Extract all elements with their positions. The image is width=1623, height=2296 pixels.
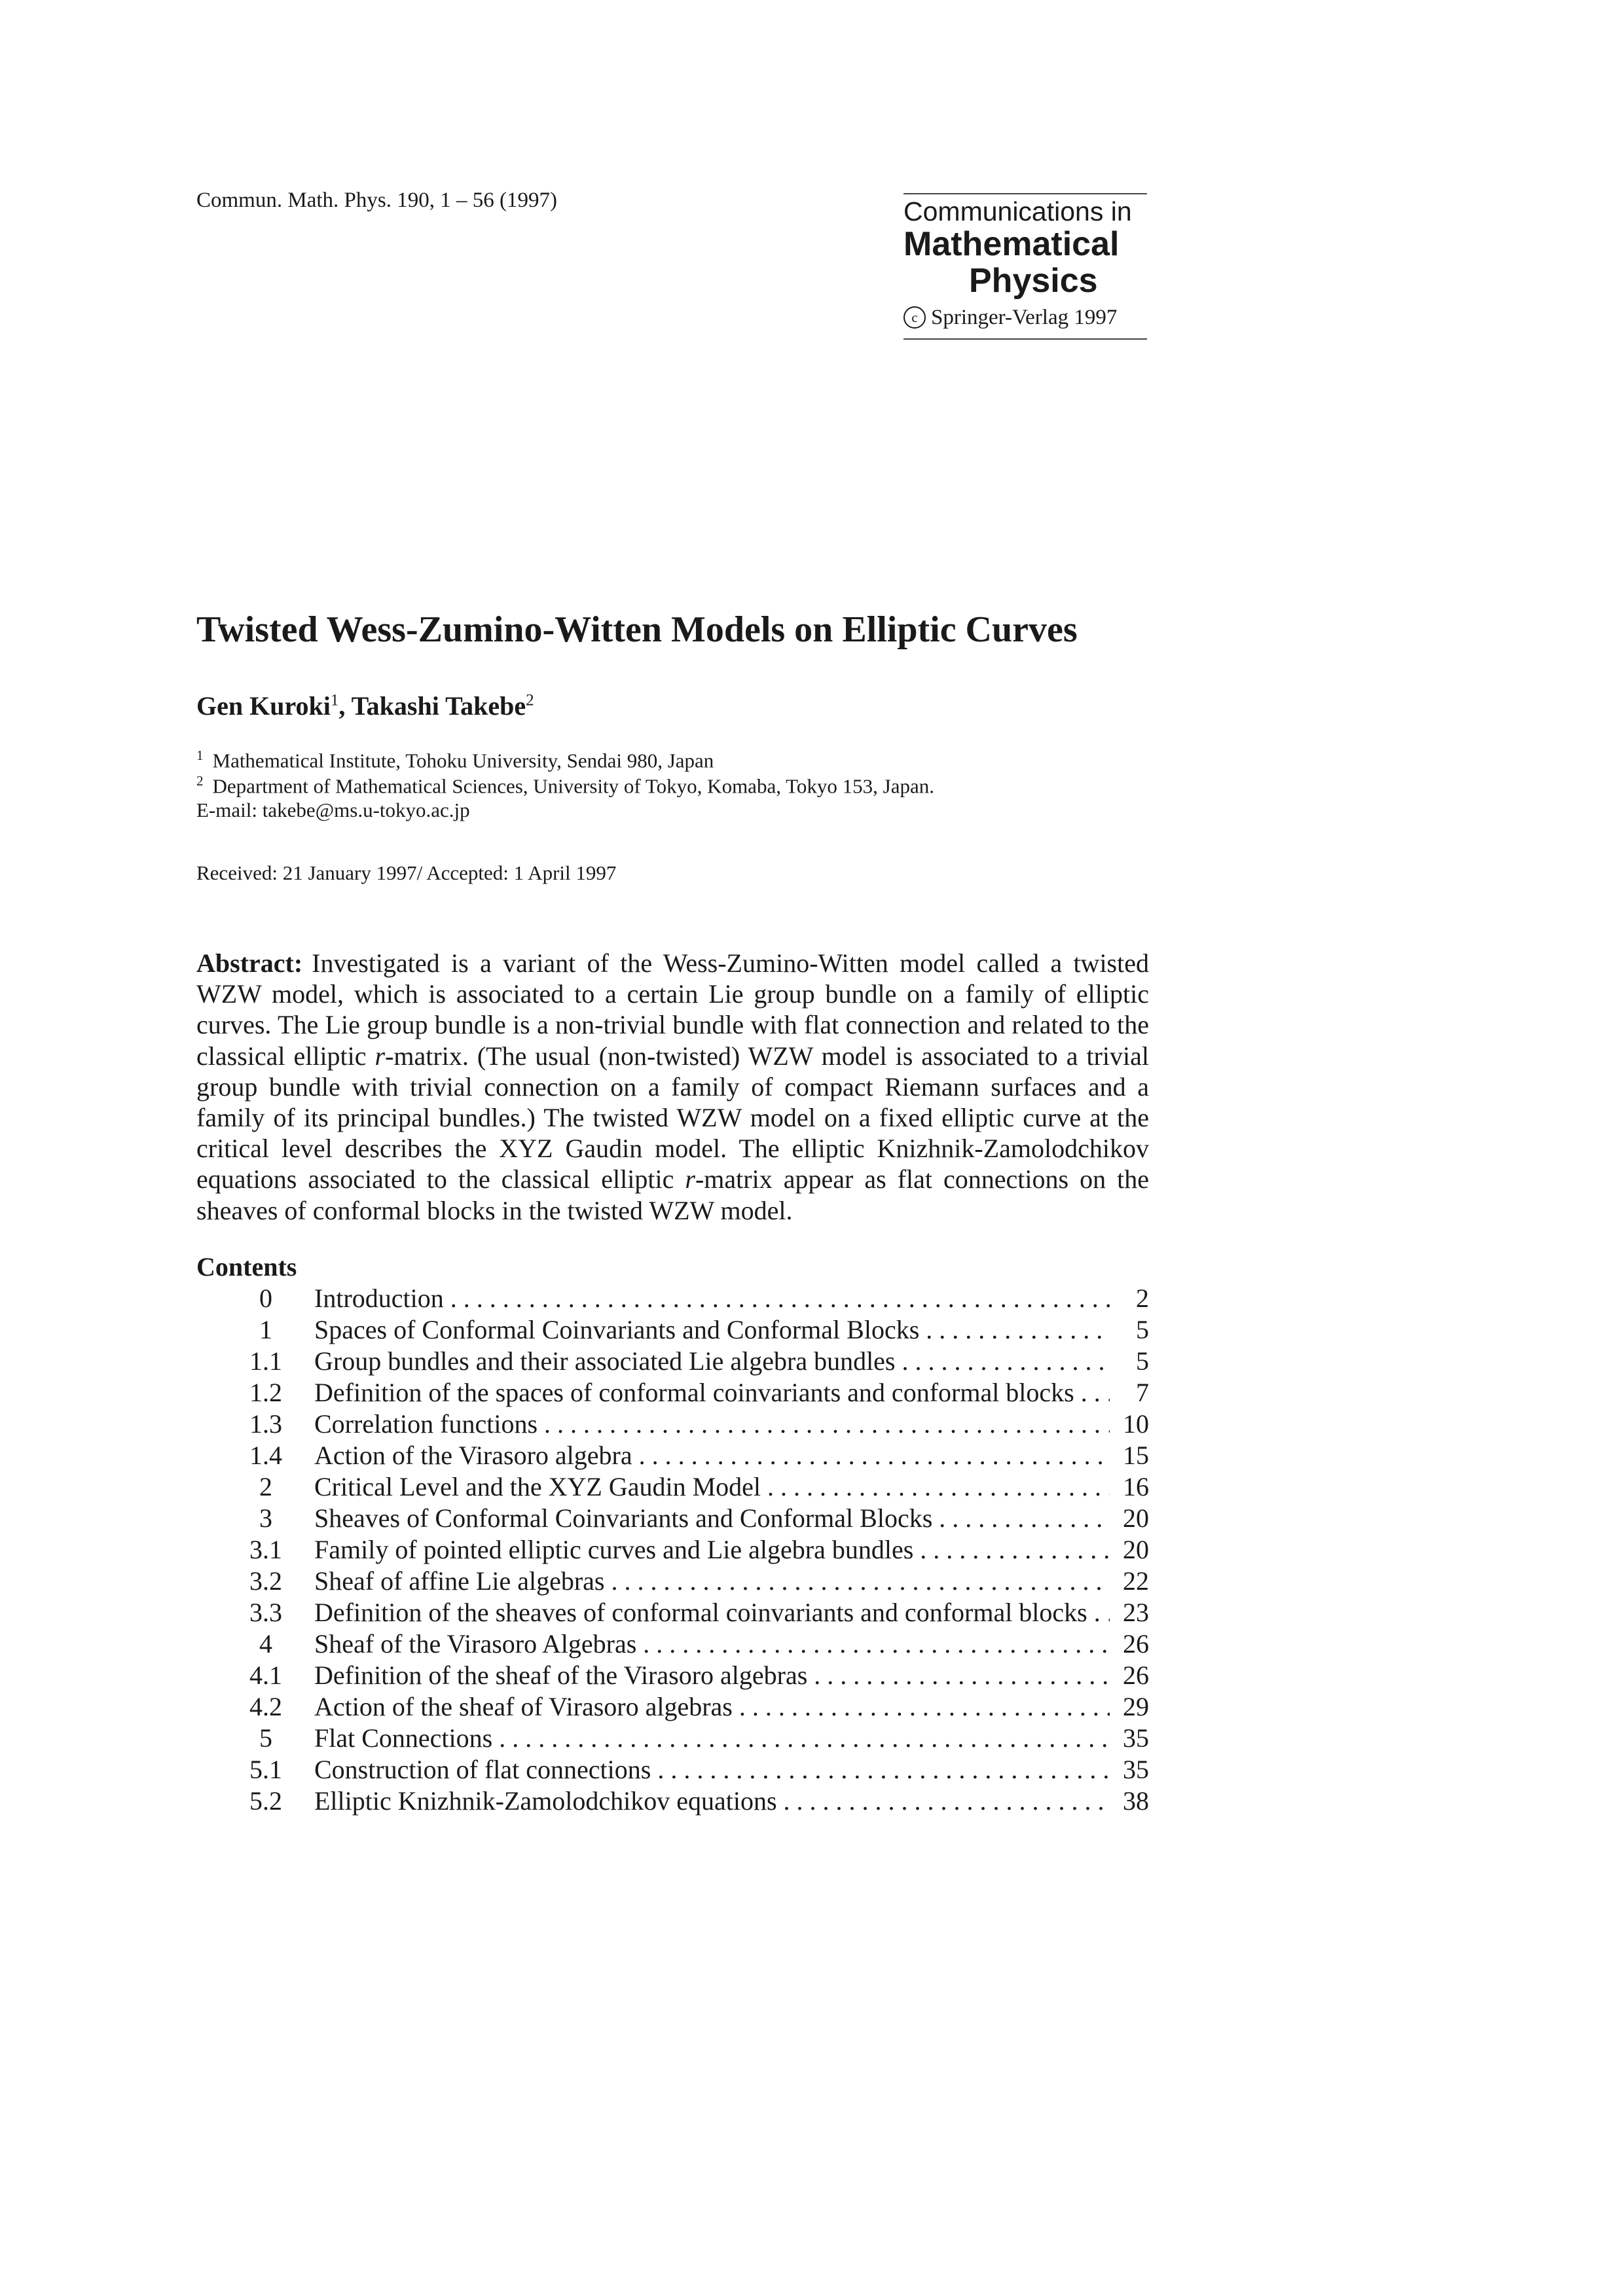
toc-section-number: 3.1 xyxy=(249,1535,282,1564)
toc-section-title: Elliptic Knizhnik-Zamolodchikov equations xyxy=(314,1786,777,1816)
toc-page-number: 29 xyxy=(1123,1692,1149,1721)
paper-title: Twisted Wess-Zumino-Witten Models on Elliptic Curves xyxy=(196,609,1078,650)
toc-section-title: Action of the Virasoro algebra xyxy=(314,1441,632,1470)
toc-dot-leader xyxy=(499,1723,1110,1754)
toc-dot-leader xyxy=(926,1314,1110,1346)
abstract xyxy=(196,948,1149,1226)
toc-entry-body xyxy=(314,1754,1149,1785)
toc-entry[interactable] xyxy=(196,1566,1149,1597)
toc-section-title: Critical Level and the XYZ Gaudin Model xyxy=(314,1472,761,1501)
email-line: E-mail: takebe@ms.u-tokyo.ac.jp xyxy=(196,798,470,821)
toc-page-number: 23 xyxy=(1123,1598,1149,1627)
toc-page-number: 16 xyxy=(1123,1472,1149,1501)
toc-section-title: Construction of flat connections xyxy=(314,1755,651,1784)
toc-dot-leader xyxy=(739,1691,1110,1723)
toc-dot-leader xyxy=(639,1440,1110,1471)
toc-entry-body xyxy=(314,1628,1149,1660)
toc-entry-body xyxy=(314,1723,1149,1754)
toc-entry-body xyxy=(314,1283,1149,1314)
toc-dot-leader xyxy=(643,1628,1110,1660)
toc-entry-body xyxy=(314,1377,1149,1408)
toc-entry[interactable] xyxy=(196,1471,1149,1503)
toc-dot-leader xyxy=(784,1785,1110,1817)
table-of-contents xyxy=(196,1283,1149,1817)
toc-dot-leader xyxy=(939,1503,1110,1534)
toc-entry[interactable] xyxy=(196,1754,1149,1785)
received-accepted-dates: Received: 21 January 1997/ Accepted: 1 April 1997 xyxy=(196,861,617,884)
toc-entry[interactable] xyxy=(196,1660,1149,1691)
toc-entry[interactable] xyxy=(196,1628,1149,1660)
toc-entry-body xyxy=(314,1408,1149,1440)
toc-page-number: 26 xyxy=(1123,1660,1149,1690)
toc-page-number: 26 xyxy=(1123,1629,1149,1659)
author-affiliation-mark: 1 xyxy=(330,691,339,709)
abstract-text: -matrix appear as flat connections on the sheaves of conformal blocks in the twisted WZW model. xyxy=(196,1164,1149,1225)
toc-section-title: Definition of the sheaves of conformal coinvariants and conformal blocks xyxy=(314,1598,1087,1627)
toc-page-number: 22 xyxy=(1123,1566,1149,1596)
toc-entry[interactable] xyxy=(196,1691,1149,1723)
toc-dot-leader xyxy=(1081,1377,1110,1408)
toc-entry[interactable] xyxy=(196,1377,1149,1408)
toc-dot-leader xyxy=(1094,1597,1110,1628)
toc-entry-body xyxy=(314,1314,1149,1346)
toc-section-title: Group bundles and their associated Lie algebra bundles xyxy=(314,1346,896,1376)
toc-dot-leader xyxy=(767,1471,1110,1503)
toc-section-number: 0 xyxy=(259,1283,272,1313)
toc-section-number: 3.3 xyxy=(249,1598,282,1627)
toc-entry[interactable] xyxy=(196,1723,1149,1754)
author-separator: , xyxy=(338,691,352,721)
toc-section-number: 5 xyxy=(259,1723,272,1753)
toc-page-number: 10 xyxy=(1123,1409,1149,1439)
logo-line-2: Mathematical xyxy=(903,225,1120,263)
toc-entry[interactable] xyxy=(196,1597,1149,1628)
toc-page-number: 2 xyxy=(1136,1283,1149,1313)
toc-entry[interactable] xyxy=(196,1440,1149,1471)
toc-entry-body xyxy=(314,1534,1149,1566)
journal-citation: Commun. Math. Phys. 190, 1 – 56 (1997) xyxy=(196,188,557,212)
author-name: Takashi Takebe xyxy=(351,691,526,721)
toc-section-number: 1.4 xyxy=(249,1441,282,1470)
abstract-text: Investigated is a variant of the Wess-Zumino-Witten model called a twisted WZW model, which is associated to a certain Lie group bundle on a family of elliptic curves. The Lie group bundle is a non-trivial bundle with flat connection and related to the classical elliptic xyxy=(196,948,1149,1071)
contents-heading: Contents xyxy=(196,1252,297,1282)
toc-dot-leader xyxy=(450,1283,1110,1314)
logo-copyright-line xyxy=(903,300,1147,334)
toc-section-title: Correlation functions xyxy=(314,1409,538,1439)
toc-page-number: 35 xyxy=(1123,1723,1149,1753)
abstract-label: Abstract: xyxy=(196,948,303,978)
toc-section-number: 1.3 xyxy=(249,1409,282,1439)
toc-section-title: Sheaf of affine Lie algebras xyxy=(314,1566,605,1596)
toc-entry-body xyxy=(314,1566,1149,1597)
affiliation-mark: 2 xyxy=(196,773,204,789)
toc-page-number: 20 xyxy=(1123,1503,1149,1533)
toc-section-number: 3.2 xyxy=(249,1566,282,1596)
toc-section-title: Flat Connections xyxy=(314,1723,493,1753)
toc-dot-leader xyxy=(657,1754,1110,1785)
toc-entry[interactable] xyxy=(196,1283,1149,1314)
affiliation-text: Mathematical Institute, Tohoku University, Sendai 980, Japan xyxy=(212,749,714,772)
toc-page-number: 5 xyxy=(1136,1315,1149,1344)
toc-section-number: 2 xyxy=(259,1472,272,1501)
author-affiliation-mark: 2 xyxy=(526,691,534,709)
toc-page-number: 38 xyxy=(1123,1786,1149,1816)
abstract-text: -matrix. (The usual (non-twisted) WZW model is associated to a trivial group bundle with trivial connection on a family of compact Riemann surfaces and a family of its principal bundles.) The twisted WZW model on a fixed elliptic curve at the critical level describes the XYZ Gaudin model. The elliptic Knizhnik-Zamolodchikov equations associated to the classical elliptic xyxy=(196,1041,1150,1194)
toc-entry[interactable] xyxy=(196,1314,1149,1346)
toc-page-number: 20 xyxy=(1123,1535,1149,1564)
toc-section-title: Sheaves of Conformal Coinvariants and Conformal Blocks xyxy=(314,1503,933,1533)
toc-section-title: Spaces of Conformal Coinvariants and Conformal Blocks xyxy=(314,1315,920,1344)
toc-section-number: 4 xyxy=(259,1629,272,1659)
toc-section-title: Action of the sheaf of Virasoro algebras xyxy=(314,1692,733,1721)
toc-page-number: 7 xyxy=(1136,1378,1149,1407)
toc-section-title: Sheaf of the Virasoro Algebras xyxy=(314,1629,637,1659)
publisher-text: Springer-Verlag 1997 xyxy=(931,306,1118,329)
toc-entry[interactable] xyxy=(196,1346,1149,1377)
author-name: Gen Kuroki xyxy=(196,691,331,721)
toc-dot-leader xyxy=(920,1534,1110,1566)
toc-entry-body xyxy=(314,1597,1149,1628)
author-line xyxy=(196,691,534,721)
toc-entry-body xyxy=(314,1785,1149,1817)
toc-entry[interactable] xyxy=(196,1534,1149,1566)
toc-entry[interactable] xyxy=(196,1503,1149,1534)
toc-dot-leader xyxy=(544,1408,1110,1440)
toc-entry-body xyxy=(314,1440,1149,1471)
affiliation xyxy=(196,747,714,772)
toc-entry-body xyxy=(314,1471,1149,1503)
toc-section-title: Definition of the spaces of conformal coinvariants and conformal blocks xyxy=(314,1378,1074,1407)
toc-page-number: 5 xyxy=(1136,1346,1149,1376)
toc-section-number: 5.2 xyxy=(249,1786,282,1816)
toc-entry[interactable] xyxy=(196,1785,1149,1817)
toc-section-number: 1.1 xyxy=(249,1346,282,1376)
affiliation xyxy=(196,773,934,798)
toc-section-title: Family of pointed elliptic curves and Lie algebra bundles xyxy=(314,1535,914,1564)
logo-line-1: Communications in xyxy=(903,196,1132,226)
toc-entry-body xyxy=(314,1660,1149,1691)
toc-section-number: 5.1 xyxy=(249,1755,282,1784)
toc-dot-leader xyxy=(814,1660,1110,1691)
toc-section-number: 3 xyxy=(259,1503,272,1533)
copyright-icon: c xyxy=(903,306,926,329)
toc-section-number: 4.2 xyxy=(249,1692,282,1721)
toc-section-title: Introduction xyxy=(314,1283,444,1313)
toc-page-number: 35 xyxy=(1123,1755,1149,1784)
toc-dot-leader xyxy=(902,1346,1110,1377)
toc-entry-body xyxy=(314,1346,1149,1377)
toc-section-title: Definition of the sheaf of the Virasoro algebras xyxy=(314,1660,808,1690)
r-matrix-symbol: r xyxy=(685,1164,695,1194)
toc-section-number: 1 xyxy=(259,1315,272,1344)
toc-dot-leader xyxy=(611,1566,1110,1597)
journal-logo xyxy=(903,193,1147,340)
toc-section-number: 1.2 xyxy=(249,1378,282,1407)
toc-entry[interactable] xyxy=(196,1408,1149,1440)
toc-page-number: 15 xyxy=(1123,1441,1149,1470)
toc-entry-body xyxy=(314,1503,1149,1534)
logo-line-3: Physics xyxy=(969,262,1098,300)
logo-top-rule xyxy=(903,193,1147,194)
toc-entry-body xyxy=(314,1691,1149,1723)
affiliation-mark: 1 xyxy=(196,747,204,763)
logo-bottom-rule xyxy=(903,338,1147,340)
toc-section-number: 4.1 xyxy=(249,1660,282,1690)
r-matrix-symbol: r xyxy=(374,1041,386,1071)
affiliation-text: Department of Mathematical Sciences, University of Tokyo, Komaba, Tokyo 153, Japan. xyxy=(212,774,934,798)
